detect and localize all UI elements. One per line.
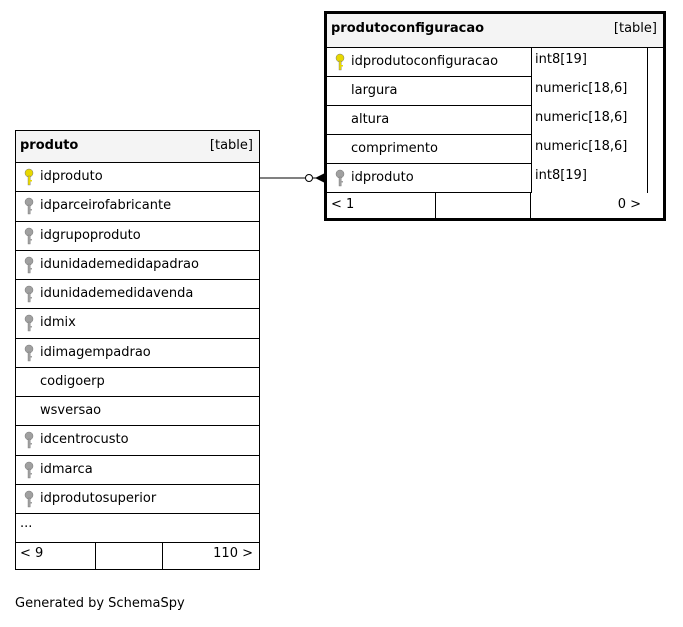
primary-key-icon bbox=[335, 53, 345, 71]
produto-column-name: idmix bbox=[40, 315, 76, 331]
produtoconfiguracao-column-type: numeric[18,6] bbox=[531, 135, 648, 164]
produto-column-name: idmarca bbox=[40, 461, 93, 477]
produto-table[interactable] bbox=[15, 130, 260, 570]
produtoconfiguracao-column-name: altura bbox=[351, 112, 390, 127]
produto-column-name: idunidademedidapadrao bbox=[40, 256, 199, 272]
produto-column-name: idparceirofabricante bbox=[40, 198, 172, 214]
produtoconfiguracao-table-header[interactable] bbox=[327, 14, 663, 48]
produto-ellipsis-row bbox=[16, 514, 259, 543]
produtoconfiguracao-column-row[interactable] bbox=[327, 77, 645, 106]
produto-column-row[interactable] bbox=[16, 251, 259, 280]
produto-column-row[interactable] bbox=[16, 368, 259, 397]
produto-table-header[interactable] bbox=[16, 131, 259, 163]
produtoconfiguracao-table-kind: [table] bbox=[613, 21, 657, 36]
produtoconfiguracao-column-name: largura bbox=[351, 83, 398, 98]
produtoconfiguracao-parents-count[interactable]: < 1 bbox=[331, 197, 355, 212]
foreign-key-icon bbox=[24, 256, 34, 274]
produto-column-row[interactable] bbox=[16, 397, 259, 426]
produto-column-name: idunidademedidavenda bbox=[40, 286, 194, 301]
produtoconfiguracao-column-name: comprimento bbox=[351, 141, 438, 156]
foreign-key-icon bbox=[24, 197, 34, 215]
produto-column-row[interactable] bbox=[16, 456, 259, 485]
produtoconfiguracao-children-count[interactable]: 0 > bbox=[617, 197, 641, 212]
foreign-key-icon bbox=[24, 227, 34, 245]
produto-ellipsis: ... bbox=[20, 516, 33, 531]
produto-column-row[interactable] bbox=[16, 339, 259, 368]
produtoconfiguracao-column-type: numeric[18,6] bbox=[531, 106, 648, 135]
produto-table-kind: [table] bbox=[209, 138, 253, 153]
produtoconfiguracao-column-row[interactable] bbox=[327, 48, 645, 77]
produto-column-row[interactable] bbox=[16, 309, 259, 338]
foreign-key-icon bbox=[24, 431, 34, 449]
produtoconfiguracao-column-type: numeric[18,6] bbox=[531, 77, 648, 106]
produto-column-row[interactable] bbox=[16, 222, 259, 251]
produto-column-row[interactable] bbox=[16, 280, 259, 309]
generated-by-note: Generated by SchemaSpy bbox=[15, 596, 185, 611]
foreign-key-icon bbox=[24, 490, 34, 508]
produto-table-footer bbox=[16, 543, 259, 569]
foreign-key-icon bbox=[24, 461, 34, 479]
produtoconfiguracao-column-row[interactable] bbox=[327, 164, 645, 193]
produto-column-row[interactable] bbox=[16, 163, 259, 192]
produto-column-name: idgrupoproduto bbox=[40, 227, 141, 243]
foreign-key-icon bbox=[24, 314, 34, 332]
produtoconfiguracao-column-row[interactable] bbox=[327, 106, 645, 135]
produto-column-name: idprodutosuperior bbox=[40, 490, 157, 506]
produto-table-name: produto bbox=[20, 138, 79, 153]
produto-column-name: idcentrocusto bbox=[40, 432, 129, 448]
produtoconfiguracao-table-name: produtoconfiguracao bbox=[331, 21, 485, 36]
produtoconfiguracao-column-name: idproduto bbox=[351, 170, 414, 185]
produto-column-name: idimagempadrao bbox=[40, 344, 151, 360]
produto-column-name: codigoerp bbox=[40, 373, 105, 389]
produtoconfiguracao-column-type: int8[19] bbox=[531, 164, 648, 193]
produtoconfiguracao-column-row[interactable] bbox=[327, 135, 645, 164]
produtoconfiguracao-table-footer bbox=[327, 193, 663, 221]
produto-column-name: idproduto bbox=[40, 169, 103, 184]
produto-children-count[interactable]: 110 > bbox=[213, 546, 253, 561]
produtoconfiguracao-table[interactable] bbox=[324, 11, 666, 221]
produto-column-name: wsversao bbox=[40, 403, 102, 418]
foreign-key-icon bbox=[24, 344, 34, 362]
primary-key-icon bbox=[24, 168, 34, 186]
produto-parents-count[interactable]: < 9 bbox=[20, 546, 44, 561]
produto-column-row[interactable] bbox=[16, 192, 259, 221]
produtoconfiguracao-column-name: idprodutoconfiguracao bbox=[351, 54, 499, 69]
foreign-key-icon bbox=[24, 285, 34, 303]
produto-column-row[interactable] bbox=[16, 485, 259, 514]
produtoconfiguracao-column-type: int8[19] bbox=[531, 48, 648, 77]
foreign-key-icon bbox=[335, 169, 345, 187]
produto-column-row[interactable] bbox=[16, 426, 259, 455]
